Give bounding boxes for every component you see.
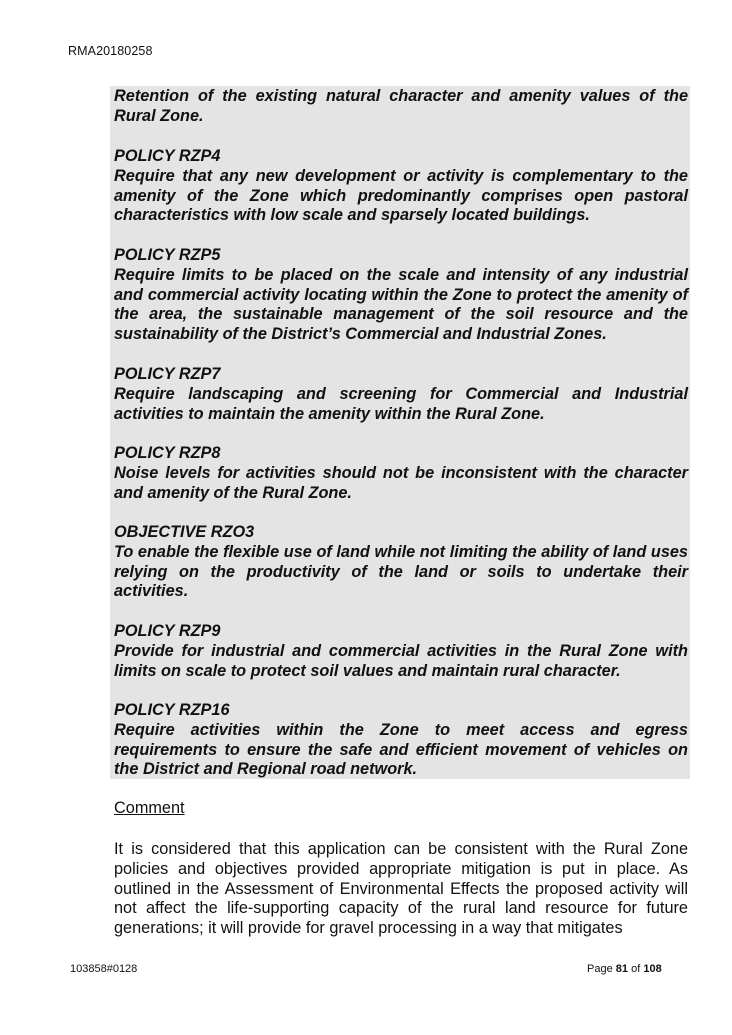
policy-heading: POLICY RZP9 [114,622,221,640]
comment-paragraph: It is considered that this application can be consistent with the Rural Zone policies and objectives provided appropriate mitigation is put in place. As outlined in the Assessment of Environmental Effects the proposed activity will not affect the life-supporting capacity of the rural land resource for future generations; it will provide for gravel processing in a way that mitigates [114,840,688,938]
policy-heading: POLICY RZP16 [114,701,230,719]
page-of: of [631,963,641,975]
page-current: 81 [615,963,629,975]
footer-doc-id: 103858#0128 [70,963,138,975]
objective-text: To enable the flexible use of land while not limiting the ability of land uses relying on the productivity of the land or soils to undertake their activities. [114,542,688,601]
page-prefix: Page [587,963,613,975]
policy-text: Require activities within the Zone to meet access and egress requirements to ensure the safe and efficient movement of vehicles on the District and Regional road network. [114,720,688,779]
policy-block [114,444,688,503]
policy-block [114,87,688,127]
policy-heading: POLICY RZP8 [114,444,221,462]
policy-block [114,701,688,780]
policy-text: Require landscaping and screening for Commercial and Industrial activities to maintain the amenity within the Rural Zone. [114,384,688,423]
policy-heading: POLICY RZP5 [114,246,221,264]
objective-heading: OBJECTIVE RZO3 [114,523,255,541]
policy-text: Require that any new development or activity is complementary to the amenity of the Zone which predominantly comprises open pastoral characteristics with low scale and sparsely located buildings. [114,166,688,225]
policy-block [114,147,688,226]
footer-page-number [587,963,662,975]
policy-heading: POLICY RZP7 [114,365,221,383]
policy-text: Require limits to be placed on the scale and intensity of any industrial and commercial activity locating within the Zone to protect the amenity of the area, the sustainable management of the soil resource and the sustainability of the District’s Commercial and Industrial Zones. [114,265,688,344]
objective-block [114,523,688,602]
policy-text: Retention of the existing natural character and amenity values of the Rural Zone. [114,87,688,125]
policy-text: Provide for industrial and commercial activities in the Rural Zone with limits on scale to protect soil values and maintain rural character. [114,641,688,680]
comment-heading: Comment [114,799,185,817]
policy-block [114,246,688,345]
document-reference: RMA20180258 [68,44,153,58]
page-total: 108 [643,963,662,975]
policy-heading: POLICY RZP4 [114,147,221,165]
policy-block [114,622,688,681]
policy-text: Noise levels for activities should not be inconsistent with the character and amenity of the Rural Zone. [114,463,688,502]
policy-block [114,365,688,424]
